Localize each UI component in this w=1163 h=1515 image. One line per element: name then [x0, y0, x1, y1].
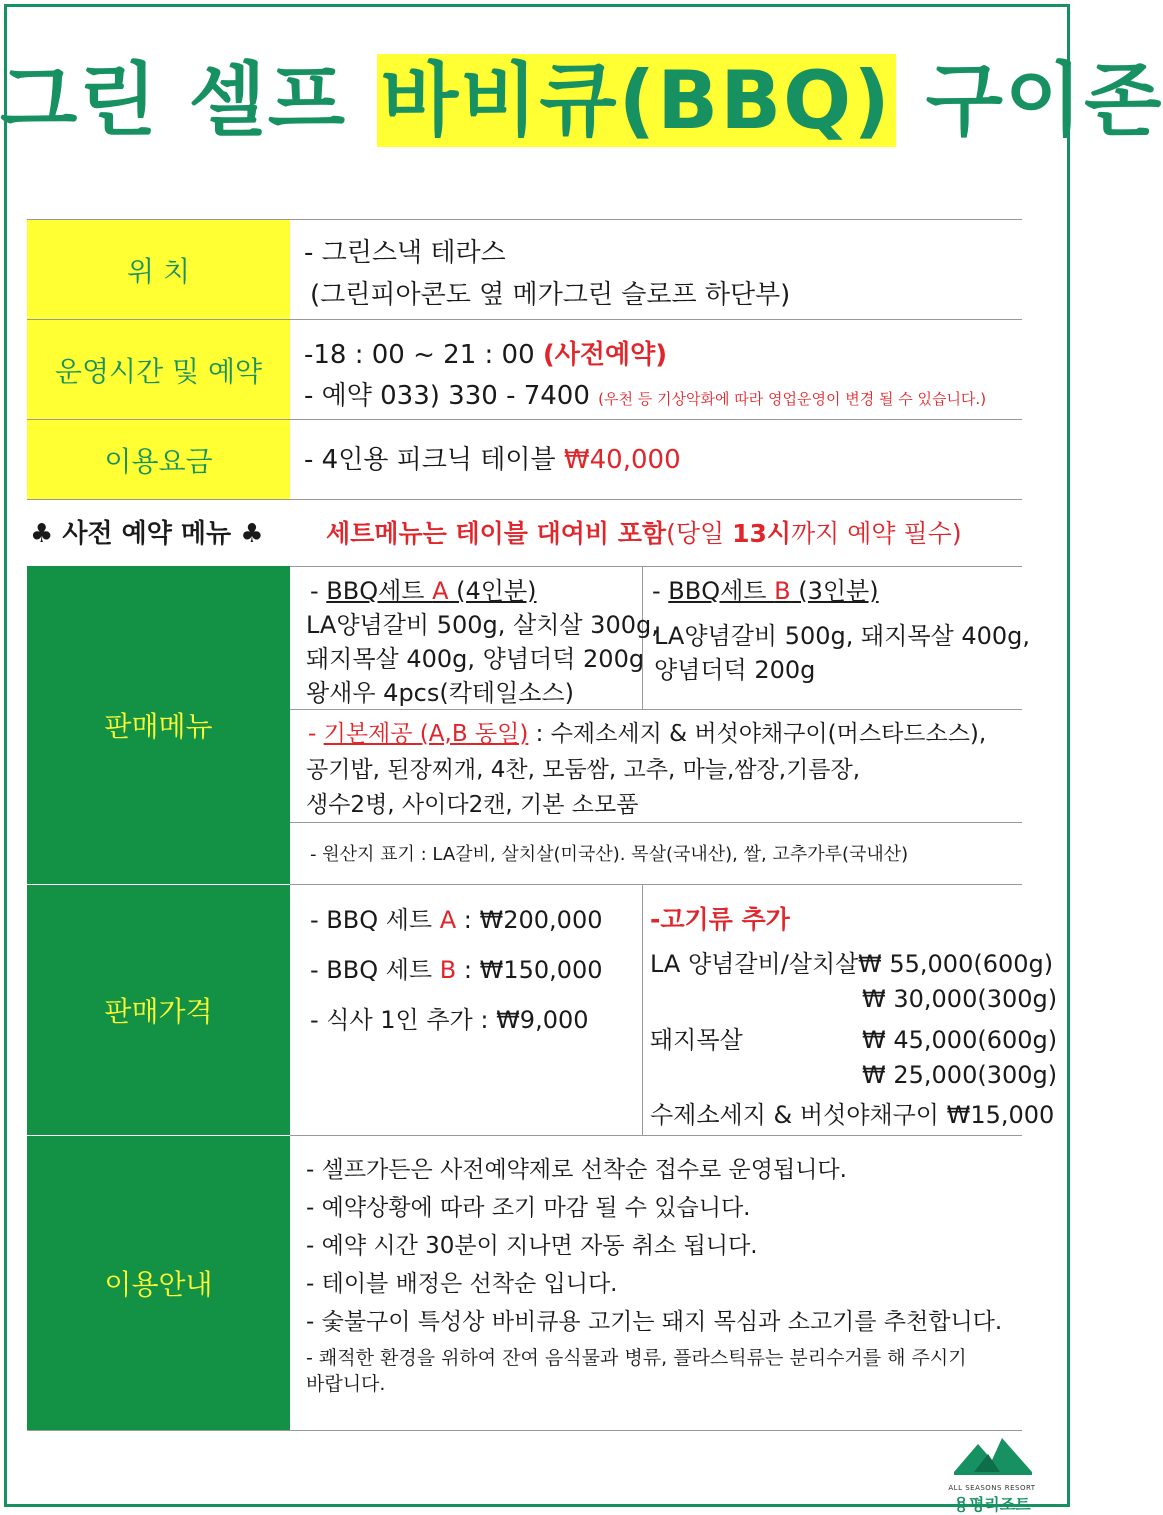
weather-notice: (우천 등 기상악화에 따라 영업운영이 변경 될 수 있습니다.)	[598, 390, 987, 408]
fee-label: 이용요금	[27, 420, 290, 499]
sale-menu-label: 판매메뉴	[27, 566, 290, 884]
fee-text: - 4인용 피크닉 테이블 ₩40,000	[304, 445, 681, 475]
divider	[290, 566, 1022, 567]
extra-pork-price1: ₩ 45,000(600g)	[862, 1026, 1058, 1054]
hours-time: -18 : 00 ~ 21 : 00 (사전예약)	[304, 340, 668, 370]
extra-la-name: LA 양념갈비/살치살	[650, 950, 859, 978]
origin-note: - 원산지 표기 : LA갈비, 살치살(미국산). 목살(국내산), 쌀, 고추가루(국내산)	[310, 844, 909, 865]
guide-line: - 테이블 배정은 선착순 입니다.	[306, 1271, 618, 1297]
basic-line: 공기밥, 된장찌개, 4찬, 모둠쌈, 고추, 마늘,쌈장,기름장,	[306, 757, 861, 783]
set-a-title: - BBQ세트 A (4인분)	[310, 577, 537, 605]
extra-pork-name: 돼지목살	[650, 1026, 743, 1054]
set-a-line: 왕새우 4pcs(칵테일소스)	[306, 679, 575, 707]
menu-header-right: 세트메뉴는 테이블 대여비 포함(당일 13시까지 예약 필수)	[326, 519, 962, 548]
basic-line: 생수2병, 사이다2캔, 기본 소모품	[306, 792, 639, 818]
location-line2: (그린피아콘도 옆 메가그린 슬로프 하단부)	[310, 280, 791, 310]
divider	[290, 822, 1022, 823]
logo-name: 용평리조트	[953, 1495, 1031, 1514]
extra-pork-price2: ₩ 25,000(300g)	[862, 1061, 1058, 1089]
divider	[27, 1430, 1022, 1431]
set-b-line: LA양념갈비 500g, 돼지목살 400g,	[654, 622, 1031, 650]
set-b-line: 양념더덕 200g	[654, 656, 816, 684]
resort-logo	[948, 1432, 1036, 1514]
extra-title: -고기류 추가	[650, 905, 790, 934]
price-item: - 식사 1인 추가 : ₩9,000	[310, 1006, 589, 1034]
page-title: 그린 셀프 바비큐(BBQ) 구이존	[0, 54, 1163, 147]
guide-last-line2: 바랍니다.	[306, 1373, 386, 1395]
guide-line: - 예약상황에 따라 조기 마감 될 수 있습니다.	[306, 1195, 751, 1221]
extra-la-price2: ₩ 30,000(300g)	[862, 985, 1058, 1013]
extra-sausage: 수제소세지 & 버섯야채구이 ₩15,000	[650, 1101, 1055, 1129]
divider	[27, 499, 1022, 500]
price-item: - BBQ 세트 B : ₩150,000	[310, 956, 603, 984]
basic-first-line: - 기본제공 (A,B 동일) : 수제소세지 & 버섯야채구이(머스타드소스),	[308, 721, 987, 747]
guide-line: - 예약 시간 30분이 지나면 자동 취소 됩니다.	[306, 1233, 758, 1259]
title-highlight: 바비큐(BBQ)	[377, 54, 896, 147]
mountain-icon	[948, 1432, 1036, 1480]
hours-reserve: - 예약 033) 330 - 7400 (우천 등 기상악화에 따라 영업운영이 변경 될 수 있습니다.)	[304, 381, 987, 411]
fee-price: ₩40,000	[563, 445, 681, 475]
set-b-title: - BBQ세트 B (3인분)	[652, 577, 879, 605]
logo-small-text: ALL SEASONS RESORT	[948, 1484, 1036, 1492]
divider	[290, 884, 1022, 885]
extra-la-price1: ₩ 55,000(600g)	[858, 950, 1054, 978]
guide-label: 이용안내	[27, 1136, 290, 1430]
set-a-line: LA양념갈비 500g, 살치살 300g,	[306, 611, 659, 639]
divider	[290, 709, 1022, 710]
guide-line: - 셀프가든은 사전예약제로 선착순 접수로 운영됩니다.	[306, 1157, 847, 1183]
divider	[290, 1135, 1022, 1136]
sale-price-label: 판매가격	[27, 885, 290, 1135]
menu-header-left: ♣ 사전 예약 메뉴 ♣	[30, 519, 264, 549]
hours-label: 운영시간 및 예약	[27, 320, 290, 419]
price-item: - BBQ 세트 A : ₩200,000	[310, 906, 603, 934]
set-a-line: 돼지목살 400g, 양념더덕 200g	[306, 645, 645, 673]
guide-last-line1: - 쾌적한 환경을 위하여 잔여 음식물과 병류, 플라스틱류는 분리수거를 해 주시기	[306, 1347, 967, 1369]
guide-line: - 숯불구이 특성상 바비큐용 고기는 돼지 목심과 소고기를 추천합니다.	[306, 1309, 1003, 1335]
location-label: 위 치	[27, 220, 290, 319]
location-line1: - 그린스낵 테라스	[304, 238, 506, 268]
divider	[642, 885, 643, 1135]
